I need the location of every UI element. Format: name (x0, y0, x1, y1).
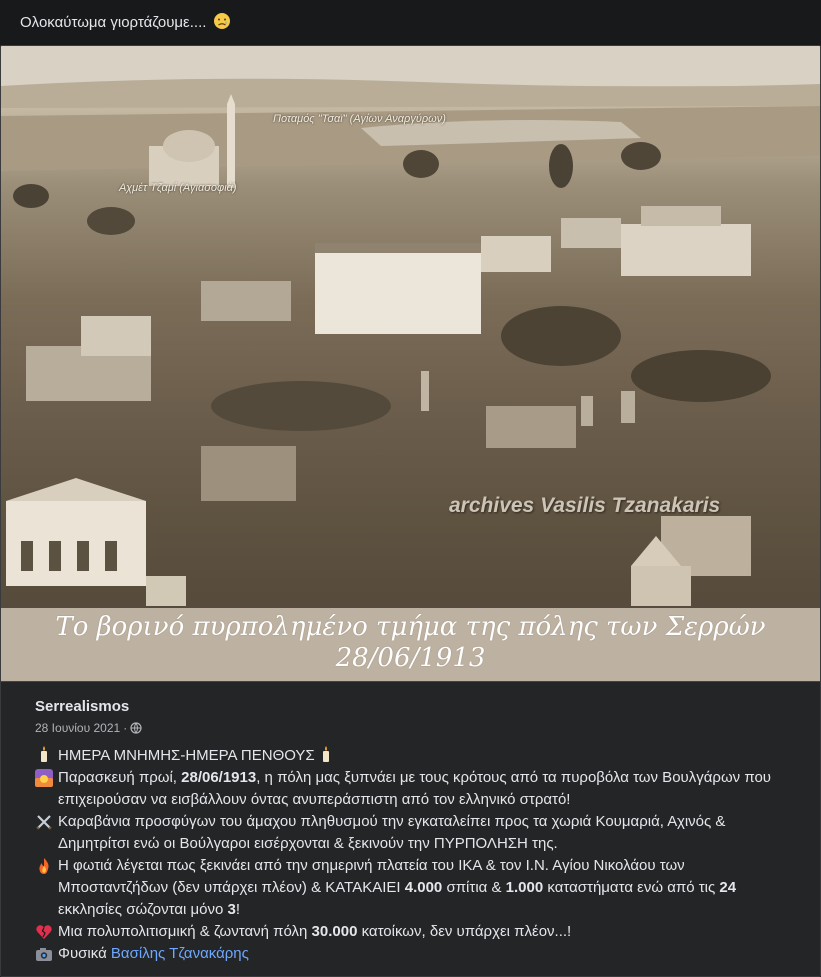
post-line-1 (35, 743, 795, 767)
post-caption-text: Ολοκαύτωμα γιορτάζουμε.... (20, 14, 207, 31)
date-separator: · (123, 721, 128, 735)
post-line-4-e: καταστήματα ενώ από τις (543, 879, 720, 896)
post-line-5 (35, 921, 795, 943)
post-line-4 (35, 855, 795, 921)
post-line-4-churches: 24 (719, 879, 737, 896)
post-line-5-population: 30.000 (311, 923, 358, 940)
post-line-4-g: εκκλησίες σώζονται μόνο (58, 901, 228, 918)
post-line-4-saved: 3 (227, 901, 236, 918)
post-photo[interactable] (1, 46, 820, 682)
globe-icon[interactable] (130, 722, 142, 734)
post-line-6 (35, 943, 795, 965)
photo-banner (1, 608, 820, 681)
post-line-4-shops: 1.000 (505, 879, 544, 896)
photo-watermark: archives Vasilis Tzanakaris (449, 494, 721, 517)
post-body (35, 743, 795, 965)
river-label: Ποταμός "Τσαϊ" (Αγίων Αναργύρων) (273, 113, 446, 125)
post-line-4-a: Η φωτιά λέγεται πως ξεκινάει από την σημερινή πλατεία του ΙΚΑ & τον Ι.Ν. Αγίου Νικολάου των Μποσταντζήδων (δεν υπάρχει πλέον) & ΚΑΤΑΚΑΙΕΙ (58, 857, 685, 896)
photo-scene (1, 46, 820, 682)
post-date-row (35, 721, 142, 735)
broken-heart-icon (35, 923, 53, 941)
page-name-link[interactable]: Serrealismos (35, 698, 130, 715)
post-line-2-a: Παρασκευή πρωί, (58, 769, 182, 786)
post-line-4-houses: 4.000 (404, 879, 443, 896)
post-line-3-text: Καραβάνια προσφύγων του άμαχου πληθυσμού την εγκαταλείπει προς τα χωριά Κουμαριά, Αχινός & Δημητρίτσι ενώ οι Βούλγαροι εισέρχονται & ξεκινούν την ΠΥΡΠΟΛΗΣΗ της. (58, 813, 726, 852)
post-line-6-a: Φυσικά (58, 945, 111, 962)
banner-title: Το βορινό πυρπολημένο τμήμα της πόλης των Σερρών (55, 612, 766, 642)
post-header (35, 698, 142, 735)
post-line-1-text: ΗΜΕΡΑ ΜΝΗΜΗΣ-ΗΜΕΡΑ ΠΕΝΘΟΥΣ (58, 747, 315, 764)
post-line-2 (35, 767, 795, 811)
fire-icon (35, 857, 53, 875)
sunrise-icon (35, 769, 53, 787)
mosque-label: Αχμέτ Τζαμί (Αγιασοφιά) (119, 182, 237, 194)
crossed-swords-icon (35, 813, 53, 831)
photographer-link[interactable]: Βασίλης Τζανακάρης (110, 945, 249, 962)
candle-end-icon (317, 745, 335, 763)
post-line-4-i: ! (235, 901, 241, 918)
camera-icon (35, 945, 53, 963)
candle-icon (35, 745, 53, 763)
post-caption (20, 10, 810, 33)
post-line-3 (35, 811, 795, 855)
banner-date: 28/06/1913 (335, 643, 486, 673)
post-line-4-c: σπίτια & (442, 879, 506, 896)
crying-face-icon (213, 12, 231, 30)
post-line-5-a: Μια πολυπολιτισμική & ζωντανή πόλη (58, 923, 312, 940)
post-date[interactable]: 28 Ιουνίου 2021 (35, 721, 121, 735)
post-line-2-date: 28/06/1913 (181, 769, 257, 786)
post-line-5-c: κατοίκων, δεν υπάρχει πλέον...! (357, 923, 572, 940)
post-line-2-c: , η πόλη μας ξυπνάει με τους κρότους από τα πυροβόλα των Βουλγάρων που επιχειρούσαν να εισβάλλουν όντας ανυπεράσπιστη από τον ελληνικό στρατό! (58, 769, 772, 808)
shared-post-card[interactable] (0, 45, 821, 977)
